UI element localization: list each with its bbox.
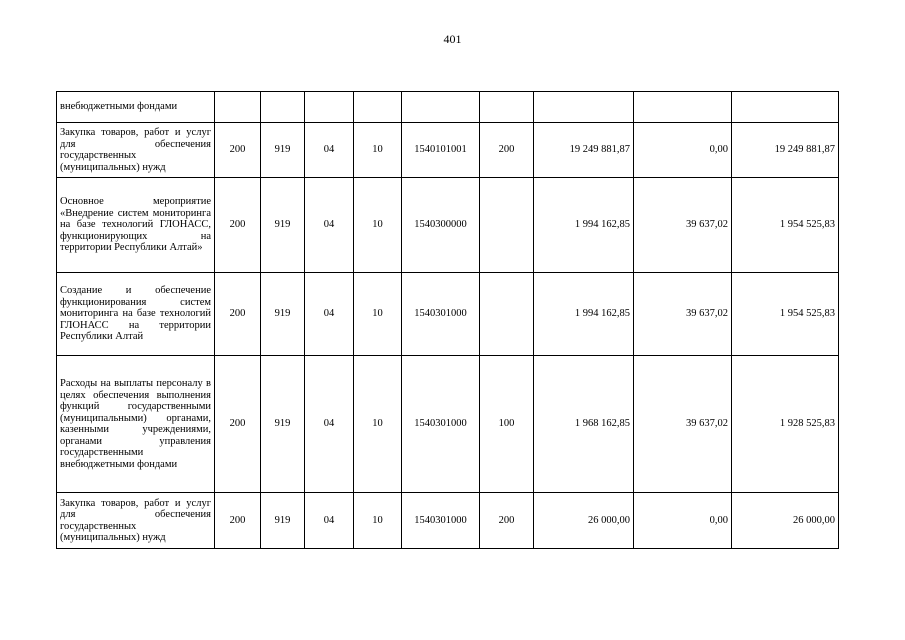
- cell-sum-2: 39 637,02: [634, 273, 732, 356]
- cell-program: 10: [354, 493, 402, 549]
- cell-section: 919: [261, 493, 305, 549]
- cell-program: [354, 92, 402, 123]
- cell-grbs: 200: [215, 493, 261, 549]
- cell-subsection: [305, 92, 354, 123]
- cell-section: 919: [261, 273, 305, 356]
- table-row: [57, 178, 839, 273]
- cell-sum-2: [634, 92, 732, 123]
- table-row: [57, 356, 839, 493]
- cell-vr: [480, 92, 534, 123]
- row-description: Закупка товаров, работ и услуг для обеспечения государственных (муниципальных) нужд: [57, 123, 215, 178]
- cell-sum-1: 26 000,00: [534, 493, 634, 549]
- cell-sum-3: 1 954 525,83: [732, 178, 839, 273]
- cell-subsection: 04: [305, 123, 354, 178]
- table-row: [57, 273, 839, 356]
- cell-sum-3: 1 928 525,83: [732, 356, 839, 493]
- cell-target: 1540301000: [402, 493, 480, 549]
- cell-sum-2: 0,00: [634, 123, 732, 178]
- cell-grbs: 200: [215, 356, 261, 493]
- cell-sum-3: 26 000,00: [732, 493, 839, 549]
- cell-target: 1540101001: [402, 123, 480, 178]
- cell-grbs: 200: [215, 273, 261, 356]
- cell-sum-3: [732, 92, 839, 123]
- cell-sum-2: 0,00: [634, 493, 732, 549]
- row-description: Основное мероприятие «Внедрение систем мониторинга на базе технологий ГЛОНАСС, функционирующих на территории Республики Алтай»: [57, 178, 215, 273]
- cell-sum-1: 19 249 881,87: [534, 123, 634, 178]
- row-description: Создание и обеспечение функционирования систем мониторинга на базе технологий ГЛОНАСС на территории Республики Алтай: [57, 273, 215, 356]
- cell-vr: [480, 178, 534, 273]
- cell-grbs: 200: [215, 123, 261, 178]
- cell-target: 1540301000: [402, 273, 480, 356]
- row-description: Закупка товаров, работ и услуг для обеспечения государственных (муниципальных) нужд: [57, 493, 215, 549]
- cell-subsection: 04: [305, 356, 354, 493]
- table-row: [57, 92, 839, 123]
- cell-sum-2: 39 637,02: [634, 356, 732, 493]
- cell-section: 919: [261, 178, 305, 273]
- cell-sum-1: [534, 92, 634, 123]
- cell-sum-1: 1 994 162,85: [534, 273, 634, 356]
- cell-grbs: [215, 92, 261, 123]
- cell-program: 10: [354, 273, 402, 356]
- cell-sum-3: 1 954 525,83: [732, 273, 839, 356]
- cell-section: 919: [261, 123, 305, 178]
- cell-subsection: 04: [305, 493, 354, 549]
- table-row: [57, 123, 839, 178]
- table-row: [57, 493, 839, 549]
- cell-grbs: 200: [215, 178, 261, 273]
- budget-table: [56, 91, 839, 549]
- page-number: 401: [443, 32, 462, 46]
- row-description: внебюджетными фондами: [57, 92, 215, 123]
- cell-sum-2: 39 637,02: [634, 178, 732, 273]
- cell-sum-3: 19 249 881,87: [732, 123, 839, 178]
- cell-vr: [480, 273, 534, 356]
- cell-program: 10: [354, 123, 402, 178]
- cell-target: 1540301000: [402, 356, 480, 493]
- cell-program: 10: [354, 178, 402, 273]
- cell-sum-1: 1 994 162,85: [534, 178, 634, 273]
- cell-program: 10: [354, 356, 402, 493]
- row-description: Расходы на выплаты персоналу в целях обеспечения выполнения функций государственными (муниципальными) органами, казенными учреждениями, органами управления государственными внебюджетными фондами: [57, 356, 215, 493]
- cell-target: [402, 92, 480, 123]
- cell-sum-1: 1 968 162,85: [534, 356, 634, 493]
- cell-section: [261, 92, 305, 123]
- cell-vr: 200: [480, 123, 534, 178]
- cell-vr: 100: [480, 356, 534, 493]
- cell-target: 1540300000: [402, 178, 480, 273]
- cell-subsection: 04: [305, 273, 354, 356]
- cell-vr: 200: [480, 493, 534, 549]
- cell-subsection: 04: [305, 178, 354, 273]
- cell-section: 919: [261, 356, 305, 493]
